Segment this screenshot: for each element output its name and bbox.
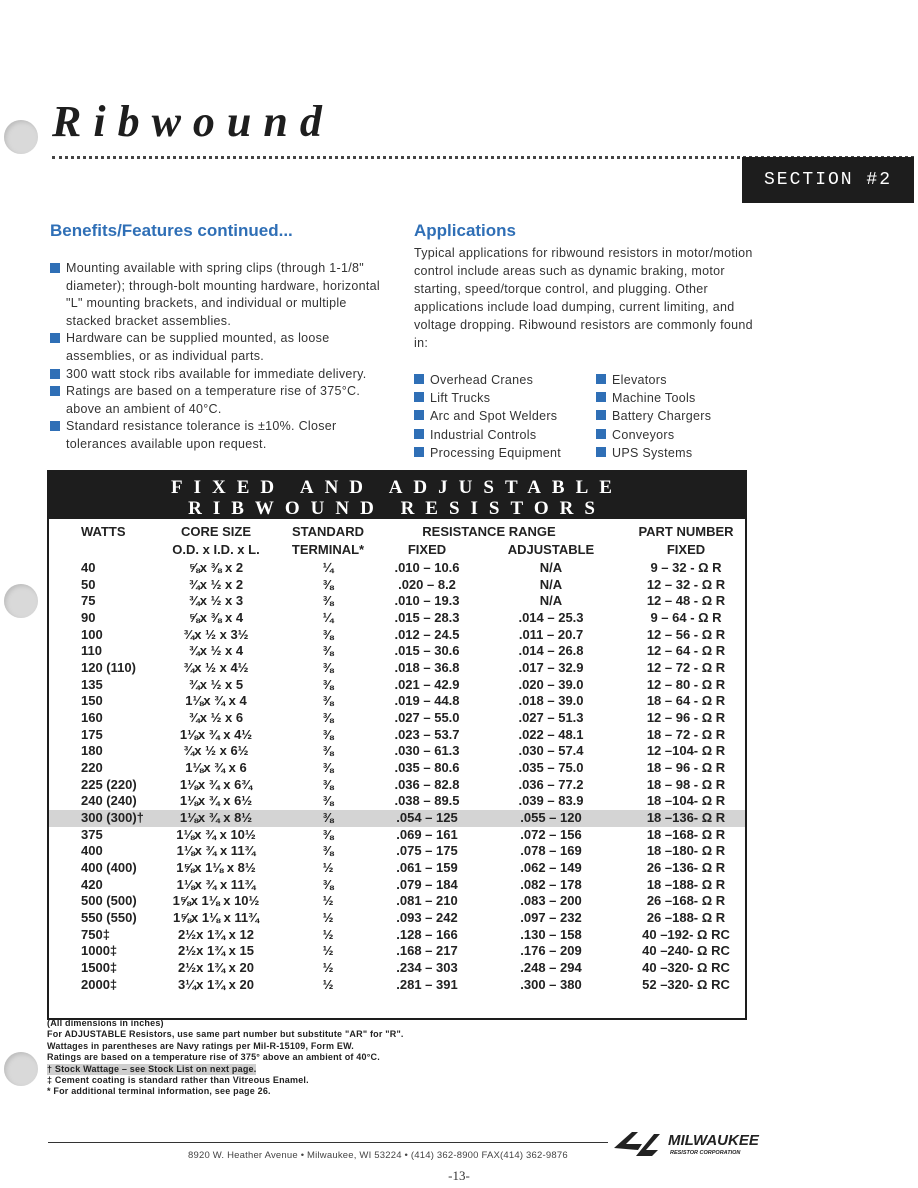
table-row xyxy=(49,560,745,577)
cell-fixed-range: .015 – 28.3 xyxy=(394,610,460,625)
cell-adjustable-range: N/A xyxy=(539,576,563,592)
benefits-list xyxy=(50,260,390,454)
cell-terminal: ⅜ xyxy=(322,643,334,659)
cell-part-number: 40 –320- Ω RC xyxy=(642,960,730,976)
cell-fixed-range: .036 – 82.8 xyxy=(394,776,460,792)
cell-terminal: ⅜ xyxy=(322,776,334,792)
cell-core-size: 2½x 1¾ x 20 xyxy=(178,960,254,976)
cell-core-size: 1⅛x ¾ x 11¾ xyxy=(176,876,256,892)
cell-watts: 180 xyxy=(81,743,103,759)
applications-list-column-1 xyxy=(414,371,589,462)
cell-fixed-range: .061 – 159 xyxy=(396,860,458,876)
cell-core-size: 2½x 1¾ x 12 xyxy=(178,926,254,942)
cell-adjustable-range: .014 – 25.3 xyxy=(518,610,584,625)
cell-watts: 500 (500) xyxy=(81,893,137,909)
cell-adjustable-range: N/A xyxy=(539,560,563,575)
cell-core-size: 1⅛x ¾ x 6½ xyxy=(179,793,253,809)
cell-terminal: ⅜ xyxy=(322,593,334,609)
cell-fixed-range: .168 – 217 xyxy=(396,943,458,959)
cell-watts: 160 xyxy=(81,710,103,726)
cell-core-size: ⅝x ⅜ x 2 xyxy=(188,560,244,575)
cell-watts: 420 xyxy=(81,876,103,892)
cell-part-number: 18 –180- Ω R xyxy=(646,843,726,859)
cell-part-number: 26 –188- Ω R xyxy=(646,910,726,926)
cell-watts: 400 (400) xyxy=(81,860,137,876)
table-row xyxy=(49,710,745,727)
bullet-square-icon xyxy=(596,429,606,439)
table-row xyxy=(49,893,745,910)
cell-part-number: 12 – 32 - Ω R xyxy=(646,576,726,592)
header-adjustable: ADJUSTABLE xyxy=(507,542,595,557)
cell-core-size: ¾x ½ x 6½ xyxy=(183,743,249,759)
cell-part-number: 26 –168- Ω R xyxy=(646,893,726,909)
cell-watts: 300 (300)† xyxy=(81,810,144,826)
cell-watts: 90 xyxy=(81,610,96,625)
cell-adjustable-range: .078 – 169 xyxy=(520,843,582,859)
cell-part-number: 12 – 64 - Ω R xyxy=(646,643,726,659)
cell-watts: 175 xyxy=(81,726,103,742)
cell-terminal: ⅜ xyxy=(322,676,334,692)
table-row xyxy=(49,810,745,827)
benefit-item: Mounting available with spring clips (through 1-1/8" diameter); through-bolt mounting hardware, horizontal "L" mounting brackets, and individual or multiple stacked bracket assemblies. xyxy=(50,260,390,330)
cell-adjustable-range: .030 – 57.4 xyxy=(518,743,584,759)
benefit-item: 300 watt stock ribs available for immediate delivery. xyxy=(50,366,390,384)
table-row xyxy=(49,777,745,794)
cell-watts: 40 xyxy=(81,560,96,575)
bullet-square-icon xyxy=(414,392,424,402)
bullet-square-icon xyxy=(596,374,606,384)
cell-watts: 75 xyxy=(81,593,96,609)
header-core-size-sub: O.D. x I.D. x L. xyxy=(172,542,260,557)
header-resistance-range: RESISTANCE RANGE xyxy=(422,524,556,539)
cell-core-size: 1⅛x ¾ x 6 xyxy=(185,760,247,776)
benefit-item: Hardware can be supplied mounted, as loose assemblies, or as individual parts. xyxy=(50,330,390,365)
header-standard: STANDARD xyxy=(292,524,364,539)
cell-core-size: 1⅛x ¾ x 11¾ xyxy=(176,843,256,859)
cell-core-size: 1⅝x 1⅛ x 10½ xyxy=(172,893,260,909)
resistor-table xyxy=(47,470,747,1020)
cell-terminal: ⅜ xyxy=(322,760,334,776)
applications-heading: Applications xyxy=(414,221,517,240)
table-row xyxy=(49,610,745,627)
cell-fixed-range: .234 – 303 xyxy=(396,960,458,976)
cell-adjustable-range: .039 – 83.9 xyxy=(518,793,584,809)
cell-fixed-range: .020 – 8.2 xyxy=(398,576,456,592)
cell-fixed-range: .079 – 184 xyxy=(396,876,458,892)
table-row xyxy=(49,577,745,594)
cell-part-number: 12 – 80 - Ω R xyxy=(646,676,726,692)
cell-fixed-range: .010 – 19.3 xyxy=(394,593,460,609)
note-line: Ratings are based on a temperature rise of 375° above an ambient of 40°C. xyxy=(47,1052,380,1063)
applications-intro: Typical applications for ribwound resistors in motor/motion control include areas such as dynamic braking, motor starting, speed/torque control, and plugging. Other applications include load dumping, current limiting, and voltage dropping. Ribwound resistors are commonly found in: xyxy=(414,246,753,351)
cell-watts: 135 xyxy=(81,676,103,692)
cell-adjustable-range: .300 – 380 xyxy=(520,976,582,992)
table-row xyxy=(49,727,745,744)
table-row xyxy=(49,927,745,944)
cell-adjustable-range: .036 – 77.2 xyxy=(518,776,584,792)
cell-core-size: 1⅛x ¾ x 4 xyxy=(185,693,247,709)
cell-terminal: ⅜ xyxy=(322,576,334,592)
header-core-size: CORE SIZE xyxy=(180,524,252,539)
cell-adjustable-range: .130 – 158 xyxy=(520,926,582,942)
bullet-square-icon xyxy=(414,374,424,384)
table-row xyxy=(49,943,745,960)
cell-fixed-range: .030 – 61.3 xyxy=(394,743,460,759)
cell-adjustable-range: .018 – 39.0 xyxy=(518,693,584,709)
cell-adjustable-range: .020 – 39.0 xyxy=(518,676,584,692)
cell-part-number: 12 –104- Ω R xyxy=(646,743,726,759)
cell-adjustable-range: .248 – 294 xyxy=(520,960,582,976)
cell-core-size: 1⅛x ¾ x 4½ xyxy=(179,726,253,742)
cell-terminal: ½ xyxy=(322,893,334,909)
cell-fixed-range: .069 – 161 xyxy=(396,826,458,842)
note-line: * For additional terminal information, see page 26. xyxy=(47,1086,271,1097)
cell-part-number: 52 –320- Ω RC xyxy=(642,976,730,992)
cell-adjustable-range: .055 – 120 xyxy=(520,810,582,826)
cell-core-size: 1⅛x ¾ x 10½ xyxy=(176,826,256,842)
table-row xyxy=(49,660,745,677)
cell-fixed-range: .023 – 53.7 xyxy=(394,726,460,742)
punch-hole-top xyxy=(4,120,38,154)
logo-subtitle: RESISTOR CORPORATION xyxy=(670,1150,741,1156)
cell-terminal: ½ xyxy=(322,960,334,976)
cell-adjustable-range: .082 – 178 xyxy=(520,876,582,892)
table-row xyxy=(49,960,745,977)
bullet-square-icon xyxy=(414,410,424,420)
cell-terminal: ⅜ xyxy=(322,626,334,642)
table-row xyxy=(49,643,745,660)
cell-part-number: 12 – 72 - Ω R xyxy=(646,660,726,676)
header-part-fixed: FIXED xyxy=(666,542,706,557)
table-title-line-2: RIBWOUND RESISTORS xyxy=(188,498,606,519)
cell-fixed-range: .019 – 44.8 xyxy=(394,693,460,709)
cell-part-number: 18 – 72 - Ω R xyxy=(646,726,726,742)
cell-core-size: ¾x ½ x 5 xyxy=(188,676,244,692)
application-item: Elevators xyxy=(596,371,746,389)
applications-list-column-2 xyxy=(596,371,746,462)
table-title-line-1: FIXED AND ADJUSTABLE xyxy=(171,477,623,498)
cell-core-size: 1⅝x 1⅛ x 8½ xyxy=(176,860,256,876)
cell-terminal: ⅜ xyxy=(322,693,334,709)
cell-terminal: ⅜ xyxy=(322,710,334,726)
cell-watts: 550 (550) xyxy=(81,910,137,926)
cell-adjustable-range: .014 – 26.8 xyxy=(518,643,584,659)
cell-adjustable-range: .035 – 75.0 xyxy=(518,760,584,776)
cell-part-number: 18 – 98 - Ω R xyxy=(646,776,726,792)
cell-terminal: ⅜ xyxy=(322,726,334,742)
cell-core-size: ¾x ½ x 2 xyxy=(188,576,244,592)
cell-part-number: 12 – 48 - Ω R xyxy=(646,593,726,609)
cell-fixed-range: .015 – 30.6 xyxy=(394,643,460,659)
cell-terminal: ⅜ xyxy=(322,660,334,676)
cell-watts: 50 xyxy=(81,576,96,592)
table-row xyxy=(49,677,745,694)
table-row xyxy=(49,827,745,844)
cell-core-size: 2½x 1¾ x 15 xyxy=(178,943,254,959)
cell-part-number: 18 –168- Ω R xyxy=(646,826,726,842)
cell-watts: 110 xyxy=(81,643,102,659)
cell-terminal: ½ xyxy=(322,976,334,992)
cell-terminal: ½ xyxy=(322,860,334,876)
cell-adjustable-range: .072 – 156 xyxy=(520,826,582,842)
cell-terminal: ½ xyxy=(322,943,334,959)
benefit-item: Ratings are based on a temperature rise of 375°C. above an ambient of 40°C. xyxy=(50,383,390,418)
header-terminal: TERMINAL* xyxy=(291,542,365,557)
cell-core-size: 1⅝x 1⅛ x 11¾ xyxy=(172,910,260,926)
cell-part-number: 9 – 64 - Ω R xyxy=(650,610,722,625)
cell-adjustable-range: .176 – 209 xyxy=(520,943,582,959)
note-line: (All dimensions in inches) xyxy=(47,1018,164,1028)
cell-adjustable-range: .022 – 48.1 xyxy=(518,726,584,742)
cell-core-size: ¾x ½ x 6 xyxy=(188,710,244,726)
cell-fixed-range: .075 – 175 xyxy=(396,843,458,859)
punch-hole-bottom xyxy=(4,1052,38,1086)
table-notes xyxy=(47,1018,404,1098)
punch-hole-middle xyxy=(4,584,38,618)
benefits-heading: Benefits/Features continued... xyxy=(50,221,293,240)
cell-adjustable-range: N/A xyxy=(539,593,563,609)
cell-watts: 400 xyxy=(81,843,103,859)
cell-adjustable-range: .062 – 149 xyxy=(520,860,582,876)
application-item: Arc and Spot Welders xyxy=(414,407,589,425)
cell-part-number: 18 – 96 - Ω R xyxy=(646,760,726,776)
footer-divider xyxy=(48,1142,608,1143)
cell-terminal: ⅜ xyxy=(322,743,334,759)
note-line: † Stock Wattage – see Stock List on next page. xyxy=(47,1063,257,1074)
cell-core-size: 1⅛x ¾ x 6¾ xyxy=(179,776,253,792)
cell-watts: 240 (240) xyxy=(81,793,137,809)
cell-part-number: 12 – 56 - Ω R xyxy=(646,626,726,642)
cell-core-size: ¾x ½ x 3 xyxy=(188,593,244,609)
logo-wordmark: MILWAUKEE xyxy=(668,1132,759,1149)
section-tab: SECTION #2 xyxy=(742,157,914,203)
header-part-number: PART NUMBER xyxy=(638,524,734,539)
note-line: Wattages in parentheses are Navy ratings per Mil-R-15109, Form EW. xyxy=(47,1040,354,1051)
table-row xyxy=(49,760,745,777)
bullet-square-icon xyxy=(414,429,424,439)
cell-watts: 1500‡ xyxy=(81,960,118,976)
cell-watts: 1000‡ xyxy=(81,943,118,959)
cell-watts: 100 xyxy=(81,626,103,642)
cell-terminal: ⅜ xyxy=(322,810,334,826)
cell-terminal: ½ xyxy=(322,910,334,926)
cell-watts: 750‡ xyxy=(81,926,110,942)
table-row xyxy=(49,977,745,994)
bullet-square-icon xyxy=(50,263,60,273)
cell-part-number: 18 –104- Ω R xyxy=(646,793,726,809)
application-item: Industrial Controls xyxy=(414,426,589,444)
cell-terminal: ⅜ xyxy=(322,876,334,892)
cell-part-number: 12 – 96 - Ω R xyxy=(646,710,726,726)
table-title-banner xyxy=(49,472,745,519)
cell-watts: 2000‡ xyxy=(81,976,118,992)
milwaukee-logo xyxy=(612,1126,762,1162)
header-watts: WATTS xyxy=(81,524,126,539)
cell-fixed-range: .012 – 24.5 xyxy=(394,626,460,642)
application-item: Processing Equipment xyxy=(414,444,589,462)
cell-terminal: ¼ xyxy=(322,560,334,575)
bullet-square-icon xyxy=(596,447,606,457)
cell-fixed-range: .018 – 36.8 xyxy=(394,660,460,676)
application-item: Lift Trucks xyxy=(414,389,589,407)
bullet-square-icon xyxy=(50,369,60,379)
cell-part-number: 9 – 32 - Ω R xyxy=(650,560,722,575)
cell-fixed-range: .128 – 166 xyxy=(396,926,458,942)
table-row xyxy=(49,910,745,927)
cell-part-number: 18 –136- Ω R xyxy=(646,810,726,826)
cell-core-size: 1⅛x ¾ x 8½ xyxy=(179,810,253,826)
bullet-square-icon xyxy=(414,447,424,457)
application-item: Battery Chargers xyxy=(596,407,746,425)
cell-adjustable-range: .097 – 232 xyxy=(520,910,582,926)
cell-watts: 120 (110) xyxy=(81,660,136,676)
cell-part-number: 26 –136- Ω R xyxy=(646,860,726,876)
cell-watts: 375 xyxy=(81,826,103,842)
cell-fixed-range: .054 – 125 xyxy=(396,810,458,826)
cell-terminal: ⅜ xyxy=(322,793,334,809)
cell-fixed-range: .035 – 80.6 xyxy=(394,760,460,776)
cell-adjustable-range: .083 – 200 xyxy=(520,893,582,909)
cell-core-size: ¾x ½ x 4 xyxy=(188,643,244,659)
header-fixed: FIXED xyxy=(407,542,447,557)
footer-address: 8920 W. Heather Avenue • Milwaukee, WI 53224 • (414) 362-8900 FAX(414) 362-9876 xyxy=(188,1150,568,1161)
cell-part-number: 18 –188- Ω R xyxy=(646,876,726,892)
cell-fixed-range: .021 – 42.9 xyxy=(394,676,460,692)
table-row xyxy=(49,743,745,760)
table-row xyxy=(49,860,745,877)
cell-watts: 220 xyxy=(81,760,103,776)
cell-terminal: ¼ xyxy=(322,610,334,625)
cell-fixed-range: .010 – 10.6 xyxy=(394,560,460,575)
application-item: Overhead Cranes xyxy=(414,371,589,389)
page-number: -13- xyxy=(448,1168,470,1183)
bullet-square-icon xyxy=(596,410,606,420)
table-row xyxy=(49,593,745,610)
cell-adjustable-range: .017 – 32.9 xyxy=(518,660,584,676)
table-row xyxy=(49,627,745,644)
cell-part-number: 40 –192- Ω RC xyxy=(642,926,730,942)
cell-adjustable-range: .027 – 51.3 xyxy=(518,710,584,726)
cell-core-size: ¾x ½ x 3½ xyxy=(183,626,249,642)
table-row xyxy=(49,877,745,894)
table-row xyxy=(49,793,745,810)
application-item: Conveyors xyxy=(596,426,746,444)
bullet-square-icon xyxy=(50,421,60,431)
cell-terminal: ⅜ xyxy=(322,826,334,842)
cell-fixed-range: .081 – 210 xyxy=(396,893,458,909)
bullet-square-icon xyxy=(50,386,60,396)
cell-fixed-range: .038 – 89.5 xyxy=(394,793,460,809)
note-line: For ADJUSTABLE Resistors, use same part number but substitute "AR" for "R". xyxy=(47,1029,404,1040)
cell-core-size: ¾x ½ x 4½ xyxy=(183,660,249,676)
bullet-square-icon xyxy=(596,392,606,402)
cell-core-size: ⅝x ⅜ x 4 xyxy=(188,610,244,625)
table-row xyxy=(49,693,745,710)
benefit-item: Standard resistance tolerance is ±10%. Closer tolerances available upon request. xyxy=(50,418,390,453)
cell-terminal: ⅜ xyxy=(322,843,334,859)
cell-terminal: ½ xyxy=(322,926,334,942)
cell-fixed-range: .027 – 55.0 xyxy=(394,710,460,726)
note-line: ‡ Cement coating is standard rather than Vitreous Enamel. xyxy=(47,1075,309,1086)
cell-fixed-range: .093 – 242 xyxy=(396,910,458,926)
application-item: Machine Tools xyxy=(596,389,746,407)
cell-core-size: 3¼x 1¾ x 20 xyxy=(178,976,254,992)
cell-part-number: 40 –240- Ω RC xyxy=(642,943,730,959)
cell-watts: 150 xyxy=(81,693,103,709)
cell-part-number: 18 – 64 - Ω R xyxy=(646,693,726,709)
application-item: UPS Systems xyxy=(596,444,746,462)
bullet-square-icon xyxy=(50,333,60,343)
table-row xyxy=(49,843,745,860)
cell-fixed-range: .281 – 391 xyxy=(396,976,458,992)
cell-adjustable-range: .011 – 20.7 xyxy=(518,626,584,642)
cell-watts: 225 (220) xyxy=(81,776,137,792)
page-title: Ribwound xyxy=(52,97,334,146)
